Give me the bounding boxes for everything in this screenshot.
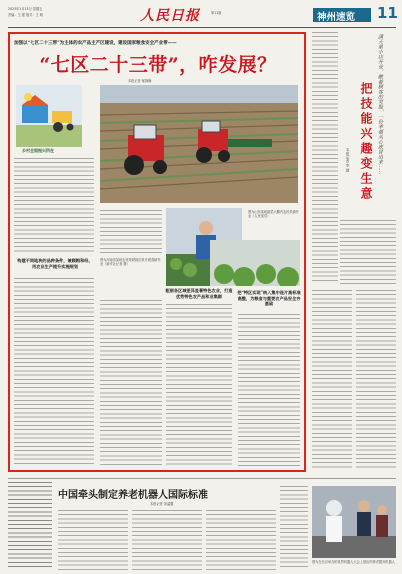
column-title: 把技能兴趣变生意 — [359, 82, 373, 202]
section-banner — [313, 8, 371, 22]
right-text-col4 — [356, 290, 396, 470]
body-text-col2b — [100, 300, 162, 466]
right-text-col1 — [312, 32, 338, 282]
body-text-col2a — [100, 210, 162, 254]
masthead-rule — [8, 27, 396, 28]
date-line: 2023年1月13日 星期五 — [8, 7, 43, 11]
bottom-text-col4 — [280, 486, 308, 570]
bottom-left-sidebar — [8, 482, 52, 570]
bottom-text-col3 — [206, 510, 276, 570]
column-byline: 本报记者 李 健 — [346, 148, 350, 172]
bottom-rule — [8, 478, 396, 479]
bottom-byline: 本报记者 刘温馨 — [150, 502, 174, 506]
tractor-photo-art — [100, 85, 298, 203]
sub-line: 责编：王 强 版式：王 晓 — [8, 13, 43, 17]
feature-kicker: 加强以“七区二十三带”为主体的农产品主产区建设，建设国家粮食安全产业带—— — [14, 41, 177, 46]
tractor-cartoon-icon — [16, 85, 82, 147]
body-text-col1a — [14, 158, 94, 254]
right-text-col3 — [312, 290, 352, 470]
vegetable-photo-art — [210, 240, 300, 286]
subhead-3: 把“特区实现”纳入集中连片高标准高整，为粮食与重要农产品安全夯基础 — [237, 290, 301, 307]
feature-byline: 本报记者 郁静娴 — [128, 79, 152, 83]
bottom-text-col2 — [132, 510, 202, 570]
inset-caption: 乡村全面振兴所在 — [22, 148, 54, 153]
robot-photo — [312, 486, 396, 558]
feature-headline: “七区二十三带”，咋发展？ — [39, 54, 277, 76]
subhead-1: 构建不同地块的品种条件，兼顾粮和经、用农业生产提升实施规划 — [17, 258, 93, 269]
inset-illustration — [16, 85, 82, 147]
body-text-col4 — [238, 314, 300, 466]
bottom-text-col1 — [58, 510, 128, 570]
section-title: 神州速览 — [317, 12, 356, 23]
newspaper-logo: 人民日报 — [140, 8, 200, 24]
right-text-col2 — [340, 220, 396, 284]
subhead-2: 粗丽各区域差异显著特色农业，打造优势特色农产品和业集群 — [165, 288, 233, 299]
bottom-caption: 图为在北京举办的世界机器人大会上展出的养老服务机器人 — [312, 560, 395, 564]
photo-caption: 图为河南省某地农民驾驶拖拉机开展春耕作业（新华社记者 摄） — [100, 258, 161, 267]
page-num: 11 — [377, 4, 398, 22]
page-number-label: 第11版 — [211, 11, 222, 15]
masthead — [8, 6, 396, 28]
photo2-caption: 图为山东某地蔬菜大棚内农民采摘作业（人民视觉） — [248, 210, 299, 219]
body-text-col3 — [166, 304, 232, 466]
body-text-col1b — [14, 278, 94, 466]
tractor-field-photo — [100, 85, 298, 203]
robot-photo-art — [312, 486, 396, 558]
vegetable-photo — [210, 240, 300, 286]
column-intro: 满天星小店开业，瞧着顾客的笑脸，一份幸福从心底冒出来…… — [377, 34, 383, 174]
bottom-headline: 中国牵头制定养老机器人国际标准 — [58, 490, 208, 501]
